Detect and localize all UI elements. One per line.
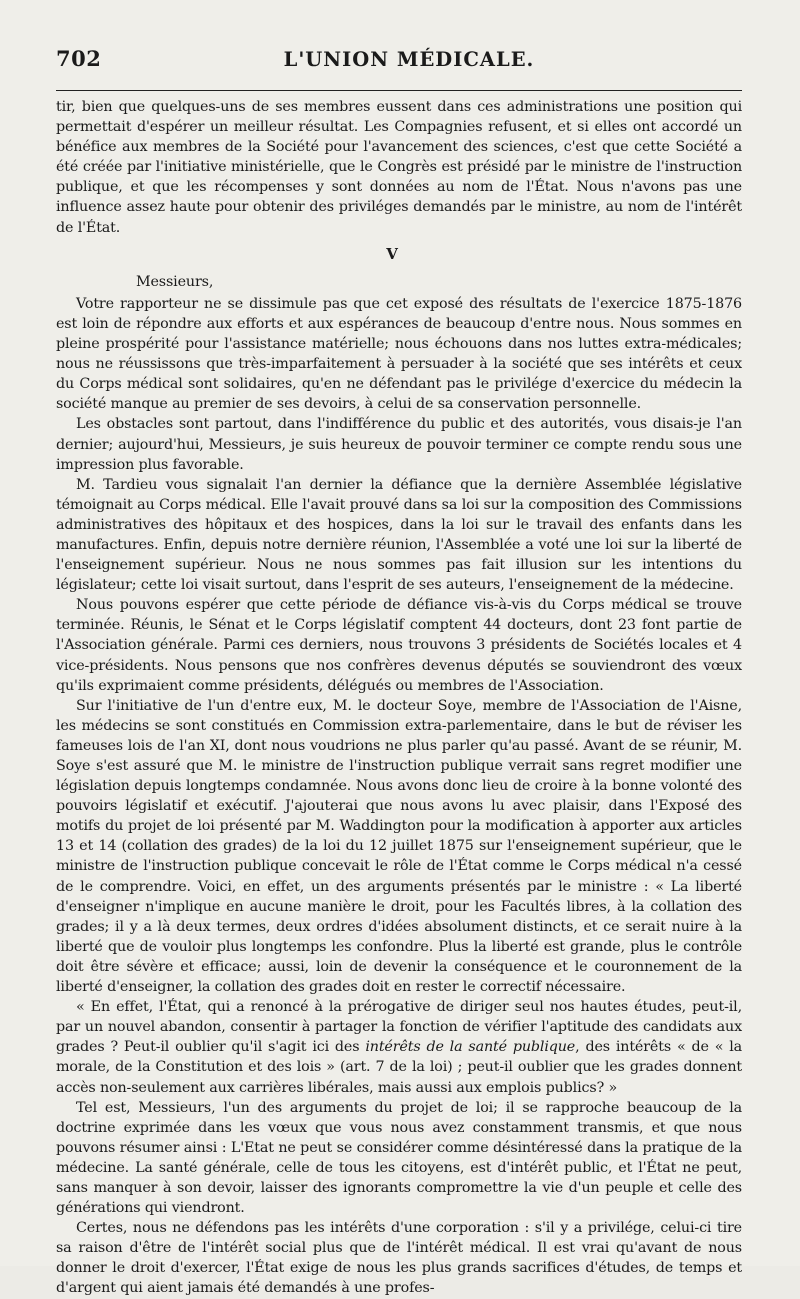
paragraph: Tel est, Messieurs, l'un des arguments du projet de loi; il se rapproche beaucoup de la doctrine exprimée dans les vœux que vous nous avez constamment transmis, et que nous pouvons résumer ainsi : L'Etat ne peut se considérer comme désintéressé dans la pratique de la médecine. La santé générale, celle de tous les citoyens, est d'intérêt public, et l'État ne peut, sans manquer à son devoir, laisser des ignorants compromettre la vie d'un peuple et celle des générations qui viendront. — [56, 1099, 742, 1217]
quote-text: « En effet, l'État, qui a renoncé à la prérogative de diriger seul nos hautes études, peut-il, par un nouvel abandon, consentir à partager la fonction de vérifier l'aptitude des candidats aux grades ? Peut-il oublier qu'il s'agit ici des — [56, 999, 742, 1056]
quote-text: , des intérêts « de « la morale, de la Constitution et des lois » (art. 7 de la loi) ; peut-il oublier que les grades donnent accès non-seulement aux carrières libérales, mais aussi aux emplois publics? » — [56, 1039, 743, 1096]
running-title: L'UNION MÉDICALE. — [283, 48, 535, 71]
paragraph: Votre rapporteur ne se dissimule pas que cet exposé des résultats de l'exercice 1875-1876 est loin de répondre aux efforts et aux espérances de beaucoup d'entre nous. Nous sommes en pleine prospérité pour l'assistance matérielle; nous échouons dans nos luttes extra-médicales; nous ne réussissons que très-imparfaitement à persuader à la société que ses intérêts et ceux du Corps médical sont solidaires, qu'en ne défendant pas le privilége d'exercice du médecin la société manque au premier de ses devoirs, à celui de sa conservation personnelle. — [56, 295, 742, 413]
header-rule — [56, 90, 742, 91]
quote-italic-text: intérêts de la santé publique — [365, 1039, 576, 1056]
paragraph: tir, bien que quelques-uns de ses membres eussent dans ces administrations une position qui permettait d'espérer un meilleur résultat. Les Compagnies refusent, et si elles ont accordé un bénéfice aux membres de la Société pour l'avancement des sciences, c'est que cette Société a été créée par l'initiative ministérielle, que le Congrès est présidé par le ministre de l'instruction publique, et que les récompenses y sont données au nom de l'État. Nous n'avons pas une influence assez haute pour obtenir des priviléges demandés par le ministre, au nom de l'intérêt de l'État. — [56, 99, 742, 236]
paragraph-quotation — [56, 997, 742, 1097]
paragraph: Certes, nous ne défendons pas les intérêts d'une corporation : s'il y a privilége, celui-ci tire sa raison d'être de l'intérêt social plus que de l'intérêt médical. Il est vrai qu'avant de nous donner le droit d'exercer, l'État exige de nous les plus grands sacrifices d'études, de temps et d'argent qui aient jamais été demandés à une profes- — [56, 1220, 742, 1297]
page-number: 702 — [56, 46, 102, 71]
paragraph: Nous pouvons espérer que cette période de défiance vis-à-vis du Corps médical se trouve terminée. Réunis, le Sénat et le Corps législatif comptent 44 docteurs, dont 23 font partie de l'Association générale. Parmi ces derniers, nous trouvons 3 présidents de Sociétés locales et 4 vice-présidents. Nous pensons que nos confrères devenus députés se souviendront des vœux qu'ils exprimaient comme présidents, délégués ou membres de l'Association. — [56, 597, 742, 694]
article-body — [56, 97, 742, 1299]
page-header — [56, 46, 742, 90]
paragraph: Les obstacles sont partout, dans l'indifférence du public et des autorités, vous disais-je l'an dernier; aujourd'hui, Messieurs, je suis heureux de pouvoir terminer ce compte rendu sous une impression plus favorable. — [56, 416, 742, 473]
paragraph: Sur l'initiative de l'un d'entre eux, M. le docteur Soye, membre de l'Association de l'Aisne, les médecins se sont constitués en Commission extra-parlementaire, dans le but de réviser les fameuses lois de l'an XI, dont nous voudrions ne plus parler qu'au passé. Avant de se réunir, M. Soye s'est assuré que M. le ministre de l'instruction publique verrait sans regret modifier une législation depuis longtemps condamnée. Nous avons donc lieu de croire à la bonne volonté des pouvoirs législatif et exécutif. J'ajouterai que nous avons lu avec plaisir, dans l'Exposé des motifs du projet de loi présenté par M. Waddington pour la modification à apporter aux articles 13 et 14 (collation des grades) de la loi du 12 juillet 1875 sur l'enseignement supérieur, que le ministre de l'instruction publique concevait le rôle de l'État comme le Corps médical n'a cessé de le comprendre. Voici, en effet, un des arguments présentés par le ministre : « La liberté d'enseigner n'implique en aucune manière le droit, pour les Facultés libres, à la collation des grades; il y a là deux termes, deux ordres d'idées absolument distincts, et ce serait nuire à la liberté que de vouloir plus longtemps les confondre. Plus la liberté est grande, plus le contrôle doit être sévère et efficace; aussi, loin de devenir la conséquence et le couronnement de la liberté d'enseigner, la collation des grades doit en rester le correctif nécessaire. — [56, 697, 742, 996]
salutation: Messieurs, — [136, 273, 214, 290]
paragraph: M. Tardieu vous signalait l'an dernier la défiance que la dernière Assemblée législative témoignait au Corps médical. Elle l'avait prouvé dans sa loi sur la composition des Commissions administratives des hôpitaux et des hospices, dans la loi sur le travail des enfants dans les manufactures. Enfin, depuis notre dernière réunion, l'Assemblée a voté une loi sur la liberté de l'enseignement supérieur. Nous ne nous sommes pas fait illusion sur les intentions du législateur; cette loi visait surtout, dans l'esprit de ses auteurs, l'enseignement de la médecine. — [56, 476, 742, 594]
section-number: V — [386, 244, 398, 263]
